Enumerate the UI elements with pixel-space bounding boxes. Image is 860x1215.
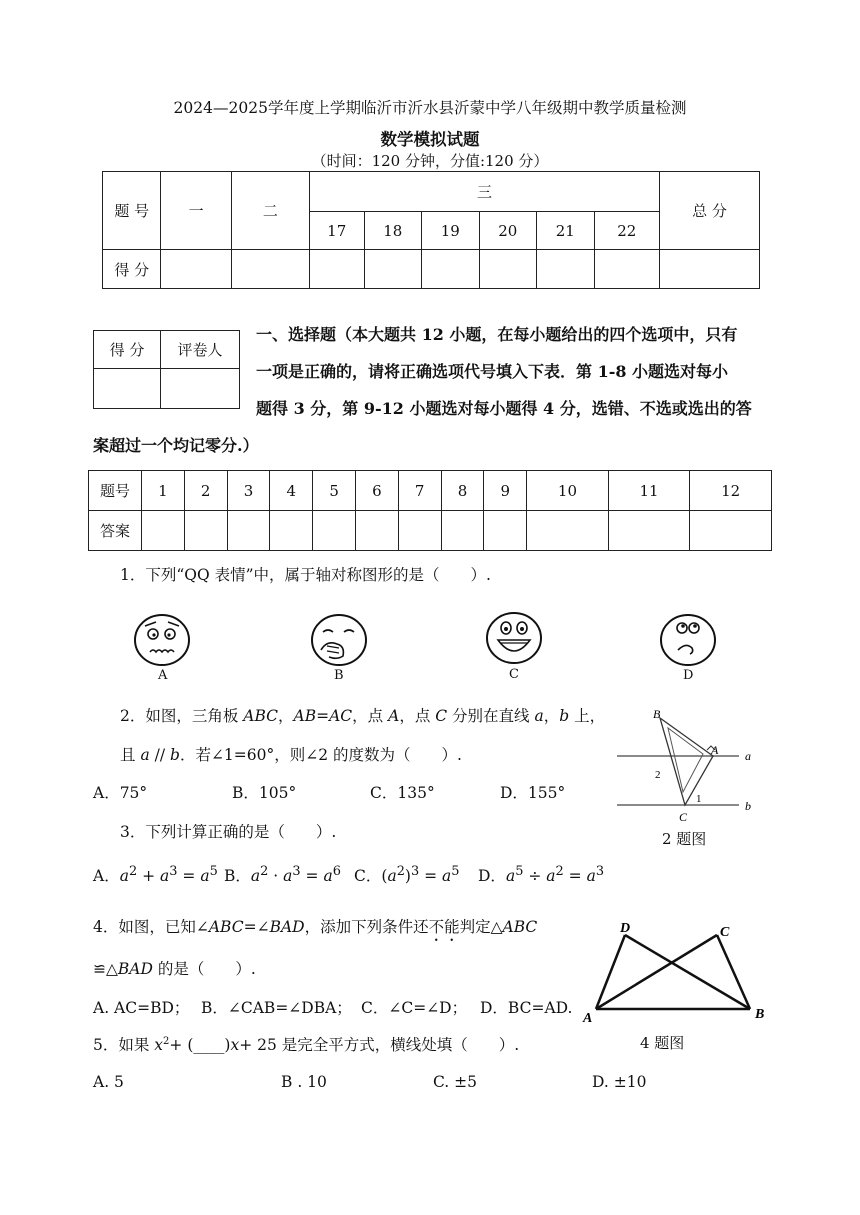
question-1-text: 1．下列“QQ 表情”中，属于轴对称图形的是（ ）. [120, 566, 491, 584]
question-4-option-a: A. AC=BD； [93, 999, 190, 1017]
answer-table-row-label: 题号 [89, 471, 142, 511]
qq-face-b-label: B [334, 668, 344, 683]
grader-box-score-label: 得 分 [94, 331, 161, 369]
fig2-label-a-line: a [745, 749, 751, 763]
answer-number: 1 [142, 471, 185, 511]
question-4-option-b: B．∠CAB=∠DBA； [201, 999, 352, 1017]
exam-time-info: （时间：120 分钟，分值:120 分） [311, 152, 549, 170]
question-5-option-b: B . 10 [281, 1073, 327, 1091]
qq-face-d-label: D [683, 668, 694, 683]
question-5-option-a: A. 5 [93, 1073, 124, 1091]
answer-cell [227, 511, 270, 551]
exam-title: 2024—2025学年度上学期临沂市沂水县沂蒙中学八年级期中教学质量检测 [173, 99, 687, 117]
answer-table-answer-label: 答案 [89, 511, 142, 551]
score-cell [161, 250, 231, 289]
question-3-option-b: B．$a^2 \cdot a^3 = a^6$ [224, 864, 341, 886]
fig4-label-b: B [755, 1007, 765, 1022]
score-table-col-2: 二 [231, 172, 309, 250]
fig4-label-d: D [620, 921, 631, 936]
score-table-sub-19: 19 [422, 212, 480, 250]
answer-cell [398, 511, 441, 551]
fig4-label-a: A [583, 1011, 593, 1026]
score-table-sub-21: 21 [537, 212, 595, 250]
question-2-option-b: B．105° [232, 784, 297, 802]
question-5-option-d: D. ±10 [592, 1073, 647, 1091]
fig2-label-angle-1: 1 [696, 793, 702, 805]
question-5-option-c: C. ±5 [433, 1073, 478, 1091]
answer-number: 10 [527, 471, 609, 511]
score-cell [537, 250, 595, 289]
fig2-label-a-point: A [711, 743, 719, 757]
score-cell [479, 250, 537, 289]
score-table-sub-18: 18 [364, 212, 422, 250]
grader-box-score-cell [94, 369, 161, 409]
grader-box-grader-cell [161, 369, 240, 409]
question-3-option-d: D．$a^5 \div a^2 = a^3$ [478, 864, 605, 886]
answer-cell [608, 511, 690, 551]
question-4-figure-caption: 4 题图 [640, 1034, 685, 1052]
score-cell [659, 250, 759, 289]
answer-number: 3 [227, 471, 270, 511]
score-table-score-label: 得 分 [103, 250, 161, 289]
score-table-col-3: 三 [309, 172, 659, 212]
score-cell [231, 250, 309, 289]
question-4-figure [580, 918, 772, 1026]
score-table-sub-20: 20 [479, 212, 537, 250]
section1-line3: 题得 3 分，第 9-12 小题选对每小题得 4 分，选错、不选或选出的答 [256, 399, 752, 418]
fig4-label-c: C [720, 925, 730, 940]
answer-cell [690, 511, 772, 551]
question-4-option-d: D．BC=AD. [480, 999, 573, 1017]
answer-number: 5 [313, 471, 356, 511]
question-4-line2: ≌△BAD 的是（ ）. [93, 960, 256, 978]
question-3-option-a: A．$a^2 + a^3 = a^5$ [93, 864, 218, 886]
grader-box [93, 330, 240, 409]
fig2-label-c: C [679, 810, 688, 824]
answer-table [88, 470, 772, 551]
fig2-label-b: B [653, 707, 661, 721]
question-4-line1: 4．如图，已知∠ABC=∠BAD，添加下列条件还不能判定△ABC [93, 918, 538, 936]
question-3-option-c: C．$(a^2)^3 = a^5$ [354, 864, 460, 886]
question-3-text: 3．下列计算正确的是（ ）. [120, 823, 337, 841]
score-cell [594, 250, 659, 289]
score-cell [364, 250, 422, 289]
score-table-sub-22: 22 [594, 212, 659, 250]
answer-cell [313, 511, 356, 551]
qq-face-c-icon [484, 610, 544, 666]
question-2-line2: 且 a // b．若∠1=60°，则∠2 的度数为（ ）. [120, 746, 462, 764]
question-2-option-a: A．75° [93, 784, 148, 802]
exam-subject: 数学模拟试题 [380, 130, 480, 149]
fig2-label-b-line: b [745, 799, 751, 813]
section1-line1: 一、选择题（本大题共 12 小题，在每小题给出的四个选项中，只有 [256, 325, 738, 344]
score-table [102, 171, 760, 289]
answer-number: 7 [398, 471, 441, 511]
answer-number: 11 [608, 471, 690, 511]
grader-box-grader-label: 评卷人 [161, 331, 240, 369]
question-2-option-c: C．135° [370, 784, 435, 802]
answer-cell [441, 511, 484, 551]
section1-line2: 一项是正确的，请将正确选项代号填入下表．第 1-8 小题选对每小 [256, 362, 729, 381]
question-4-option-c: C．∠C=∠D； [361, 999, 468, 1017]
answer-cell [142, 511, 185, 551]
qq-face-d-icon [658, 612, 718, 668]
answer-number: 8 [441, 471, 484, 511]
question-2-figure [615, 706, 765, 826]
answer-cell [270, 511, 313, 551]
qq-face-a-label: A [158, 668, 168, 683]
answer-cell [355, 511, 398, 551]
score-table-sub-17: 17 [309, 212, 364, 250]
answer-cell [184, 511, 227, 551]
score-table-col-1: 一 [161, 172, 231, 250]
section1-line4: 案超过一个均记零分.） [93, 436, 259, 455]
qq-face-a-icon [132, 612, 192, 668]
score-table-row-label: 题 号 [103, 172, 161, 250]
question-2-figure-caption: 2 题图 [662, 830, 707, 848]
answer-cell [484, 511, 527, 551]
answer-number: 2 [184, 471, 227, 511]
qq-face-c-label: C [509, 667, 519, 682]
fig2-label-angle-2: 2 [655, 769, 661, 781]
score-table-total: 总 分 [659, 172, 759, 250]
qq-face-b-icon [309, 612, 369, 668]
question-5-text: 5．如果 $x^2+$ (____)x+ 25 是完全平方式，横线处填（ ）. [93, 1035, 520, 1054]
answer-number: 4 [270, 471, 313, 511]
score-cell [309, 250, 364, 289]
question-2-line1: 2．如图，三角板 ABC，AB=AC，点 A，点 C 分别在直线 a，b 上， [120, 707, 606, 725]
answer-cell [527, 511, 609, 551]
answer-number: 6 [355, 471, 398, 511]
question-2-option-d: D．155° [500, 784, 566, 802]
answer-number: 12 [690, 471, 772, 511]
score-cell [422, 250, 480, 289]
answer-number: 9 [484, 471, 527, 511]
